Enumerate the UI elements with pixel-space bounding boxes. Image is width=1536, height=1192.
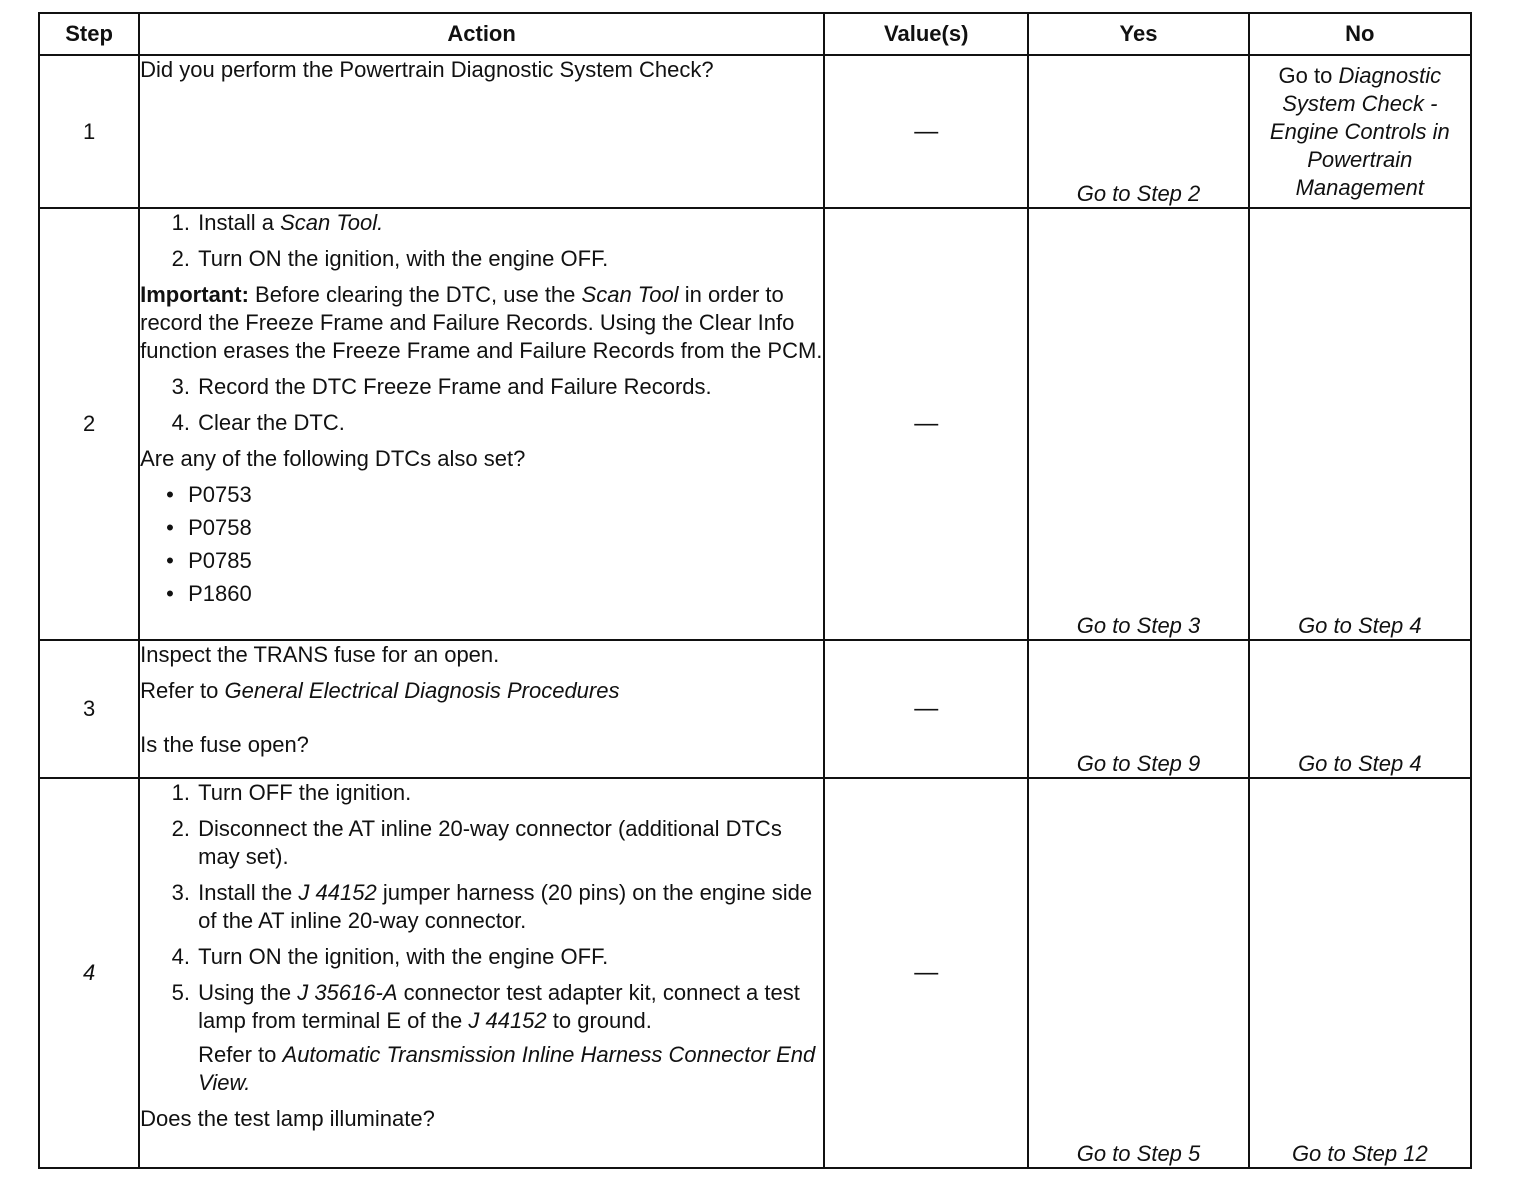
action-step	[196, 979, 823, 1097]
value-cell: —	[824, 778, 1028, 1168]
spacer	[140, 713, 823, 731]
no-link[interactable]: Go to Step 12	[1249, 778, 1471, 1168]
action-step: 4. Clear the DTC.	[196, 409, 823, 437]
tool-name: J 44152	[298, 880, 377, 905]
step-text: Using the	[198, 980, 292, 1005]
dtc-item: • P1860	[188, 580, 823, 608]
no-prefix: Go to	[1278, 63, 1333, 88]
tool-name: J 35616-A	[297, 980, 398, 1005]
no-link[interactable]: Go to Step 4	[1249, 640, 1471, 778]
value-cell: —	[824, 208, 1028, 640]
step-number: 4	[39, 778, 139, 1168]
action-cell	[139, 778, 824, 1168]
tool-name: Scan Tool.	[280, 210, 384, 235]
refer-text	[140, 677, 823, 705]
important-label: Important:	[140, 282, 249, 307]
action-cell	[139, 640, 824, 778]
action-question: Is the fuse open?	[140, 732, 309, 757]
dtc-item: • P0758	[188, 514, 823, 542]
refer-reference[interactable]: Automatic Transmission Inline Harness Connector End View.	[198, 1042, 816, 1095]
refer-reference[interactable]: General Electrical Diagnosis Procedures	[224, 678, 620, 703]
yes-link[interactable]: Go to Step 9	[1028, 640, 1248, 778]
action-question: Did you perform the Powertrain Diagnostic System Check?	[140, 57, 714, 82]
action-cell	[139, 55, 824, 208]
no-link[interactable]	[1249, 55, 1471, 208]
value-cell: —	[824, 640, 1028, 778]
tool-name: J 44152	[468, 1008, 547, 1033]
action-question: Does the test lamp illuminate?	[140, 1106, 435, 1131]
action-question: Are any of the following DTCs also set?	[140, 446, 526, 471]
table-row-step-4	[39, 778, 1471, 1168]
action-cell	[139, 208, 824, 640]
step-number: 1	[39, 55, 139, 208]
action-step: 2. Disconnect the AT inline 20-way connector (additional DTCs may set).	[196, 815, 823, 871]
header-step: Step	[39, 13, 139, 55]
step-text: Install a	[198, 210, 274, 235]
action-text: Inspect the TRANS fuse for an open.	[140, 642, 500, 667]
action-step: 2. Turn ON the ignition, with the engine OFF.	[196, 245, 823, 273]
step-number: 3	[39, 640, 139, 778]
important-note	[140, 281, 823, 365]
action-steps	[140, 209, 823, 273]
yes-link[interactable]: Go to Step 3	[1028, 208, 1248, 640]
dtc-item: • P0785	[188, 547, 823, 575]
value-cell: —	[824, 55, 1028, 208]
step-text: to ground.	[552, 1008, 652, 1033]
table-row-step-3	[39, 640, 1471, 778]
no-suffix: in Powertrain Management	[1295, 119, 1450, 200]
header-values: Value(s)	[824, 13, 1028, 55]
action-step	[196, 879, 823, 935]
action-step: 1. Turn OFF the ignition.	[196, 779, 823, 807]
dtc-item: • P0753	[188, 481, 823, 509]
diagnostic-table	[38, 12, 1472, 1169]
dtc-list	[140, 481, 823, 608]
tool-name: Scan Tool	[581, 282, 679, 307]
action-steps	[140, 373, 823, 437]
header-yes: Yes	[1028, 13, 1248, 55]
refer-text	[198, 1041, 823, 1097]
step-text: Install the	[198, 880, 293, 905]
refer-prefix: Refer to	[140, 678, 219, 703]
diagnostic-table-page	[38, 12, 1472, 1169]
step-text: connector test adapter kit, connect a test lamp from terminal E of the	[198, 980, 800, 1033]
header-no: No	[1249, 13, 1471, 55]
header-row	[39, 13, 1471, 55]
no-reference: Diagnostic System Check - Engine Controls	[1269, 63, 1442, 144]
yes-link[interactable]: Go to Step 2	[1028, 55, 1248, 208]
important-text: Before clearing the DTC, use the	[255, 282, 576, 307]
table-row-step-1	[39, 55, 1471, 208]
action-step	[196, 209, 823, 237]
action-step: 4. Turn ON the ignition, with the engine OFF.	[196, 943, 823, 971]
header-action: Action	[139, 13, 824, 55]
refer-prefix: Refer to	[198, 1042, 277, 1067]
table-row-step-2	[39, 208, 1471, 640]
no-link[interactable]: Go to Step 4	[1249, 208, 1471, 640]
step-text: jumper harness (20 pins) on the engine side of the AT inline 20-way connector.	[198, 880, 813, 933]
action-step: 3. Record the DTC Freeze Frame and Failure Records.	[196, 373, 823, 401]
action-steps	[140, 779, 823, 1097]
step-number: 2	[39, 208, 139, 640]
important-text: in order to record the Freeze Frame and Failure Records. Using the Clear Info function erases the Freeze Frame and Failure Records from the PCM.	[140, 282, 823, 363]
yes-link[interactable]: Go to Step 5	[1028, 778, 1248, 1168]
